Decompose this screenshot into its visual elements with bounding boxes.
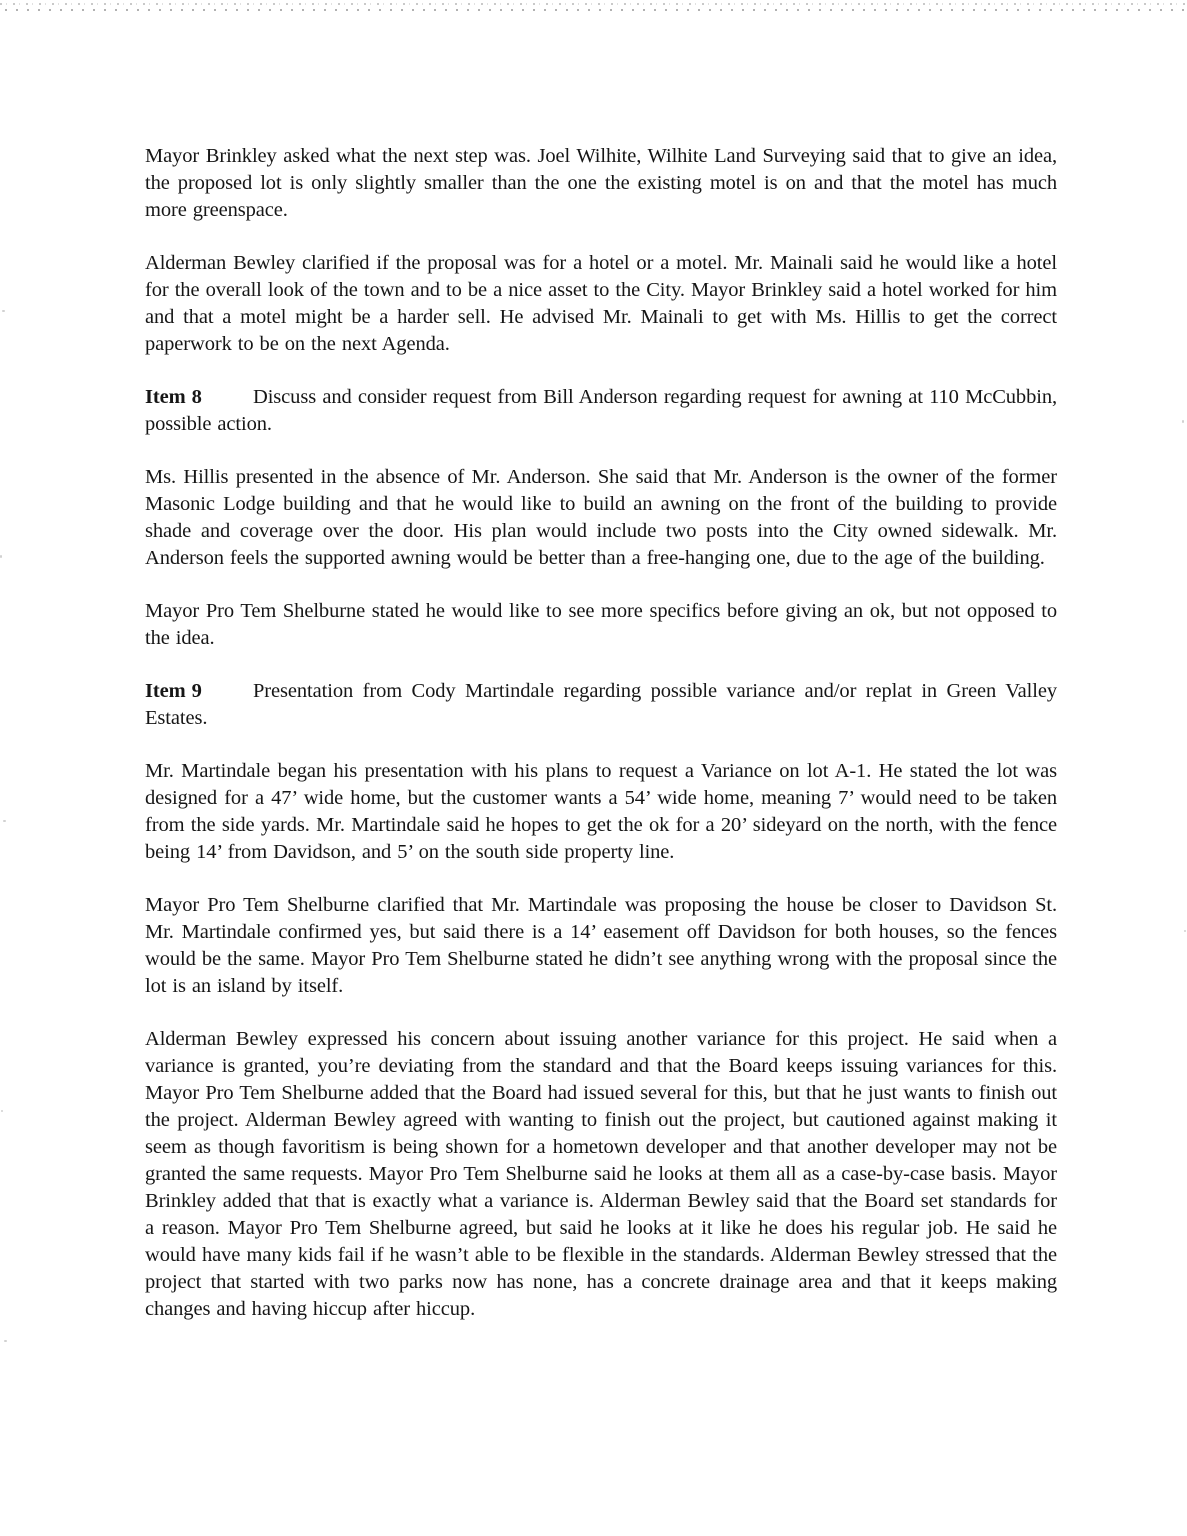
minutes-text xyxy=(145,143,1057,1349)
paragraph-motel-next-step: Mayor Brinkley asked what the next step was. Joel Wilhite, Wilhite Land Surveying said that to give an idea, the proposed lot is only slightly smaller than the one the existing motel is on and that the motel has much more greenspace. xyxy=(145,145,1057,221)
scan-speck xyxy=(1,1110,3,1112)
item-8-heading xyxy=(145,384,1057,438)
item-9-heading xyxy=(145,678,1057,732)
item-8-number: Item 8 xyxy=(145,386,202,408)
scan-speck xyxy=(3,820,6,822)
paragraph-davidson-easement: Mayor Pro Tem Shelburne clarified that Mr. Martindale was proposing the house be closer to Davidson St. Mr. Martindale confirmed yes, but said there is a 14’ easement off Davidson for both houses, so the fences would be the same. Mayor Pro Tem Shelburne stated he didn’t see anything wrong with the proposal since the lot is an island by itself. xyxy=(145,894,1057,997)
paragraph-bewley-concern: Alderman Bewley expressed his concern about issuing another variance for this project. He said when a variance is granted, you’re deviating from the standard and that the Board keeps issuing variances for this. Mayor Pro Tem Shelburne added that the Board had issued several for this, but that he just wants to finish out the project. Alderman Bewley agreed with wanting to finish out the project, but cautioned against making it seem as though favoritism is being shown for a hometown developer and that another developer may not be granted the same requests. Mayor Pro Tem Shelburne said he looks at them all as a case-by-case basis. Mayor Brinkley added that that is exactly what a variance is. Alderman Bewley said that the Board set standards for a reason. Mayor Pro Tem Shelburne agreed, but said he looks at it like he does his regular job. He said he would have many kids fail if he wasn’t able to be flexible in the standards. Alderman Bewley stressed that the project that started with two parks now has none, has a concrete drainage area and that it keeps making changes and having hiccup after hiccup. xyxy=(145,1028,1057,1320)
scan-speck xyxy=(2,310,5,312)
paragraph-martindale-variance: Mr. Martindale began his presentation with his plans to request a Variance on lot A-1. He stated the lot was designed for a 47’ wide home, but the customer wants a 54’ wide home, meaning 7’ would need to be taken from the side yards. Mr. Martindale said he hopes to get the ok for a 20’ sideyard on the north, with the fence being 14’ from Davidson, and 5’ on the south side property line. xyxy=(145,760,1057,863)
paragraph-awning-presentation: Ms. Hillis presented in the absence of Mr. Anderson. She said that Mr. Anderson is the owner of the former Masonic Lodge building and that he would like to build an awning on the front of the building to provide shade and coverage over the door. His plan would include two posts into the City owned sidewalk. Mr. Anderson feels the supported awning would be better than a free-hanging one, due to the age of the building. xyxy=(145,466,1057,569)
paragraph-hotel-or-motel: Alderman Bewley clarified if the proposal was for a hotel or a motel. Mr. Mainali said he would like a hotel for the overall look of the town and to be a nice asset to the City. Mayor Brinkley said a hotel worked for him and that a motel might be a harder sell. He advised Mr. Mainali to get with Ms. Hillis to get the correct paperwork to be on the next Agenda. xyxy=(145,252,1057,355)
item-9-number: Item 9 xyxy=(145,680,202,702)
scan-noise-top xyxy=(0,2,1187,12)
scan-speck xyxy=(1184,930,1186,932)
scan-speck xyxy=(1182,420,1184,423)
item-8-text: Discuss and consider request from Bill Anderson regarding request for awning at 110 McCubbin, possible action. xyxy=(145,386,1057,435)
scan-speck xyxy=(4,1340,7,1342)
item-9-text: Presentation from Cody Martindale regarding possible variance and/or replat in Green Valley Estates. xyxy=(145,680,1057,729)
paragraph-shelburne-specifics: Mayor Pro Tem Shelburne stated he would like to see more specifics before giving an ok, but not opposed to the idea. xyxy=(145,600,1057,649)
scan-speck xyxy=(0,555,2,558)
